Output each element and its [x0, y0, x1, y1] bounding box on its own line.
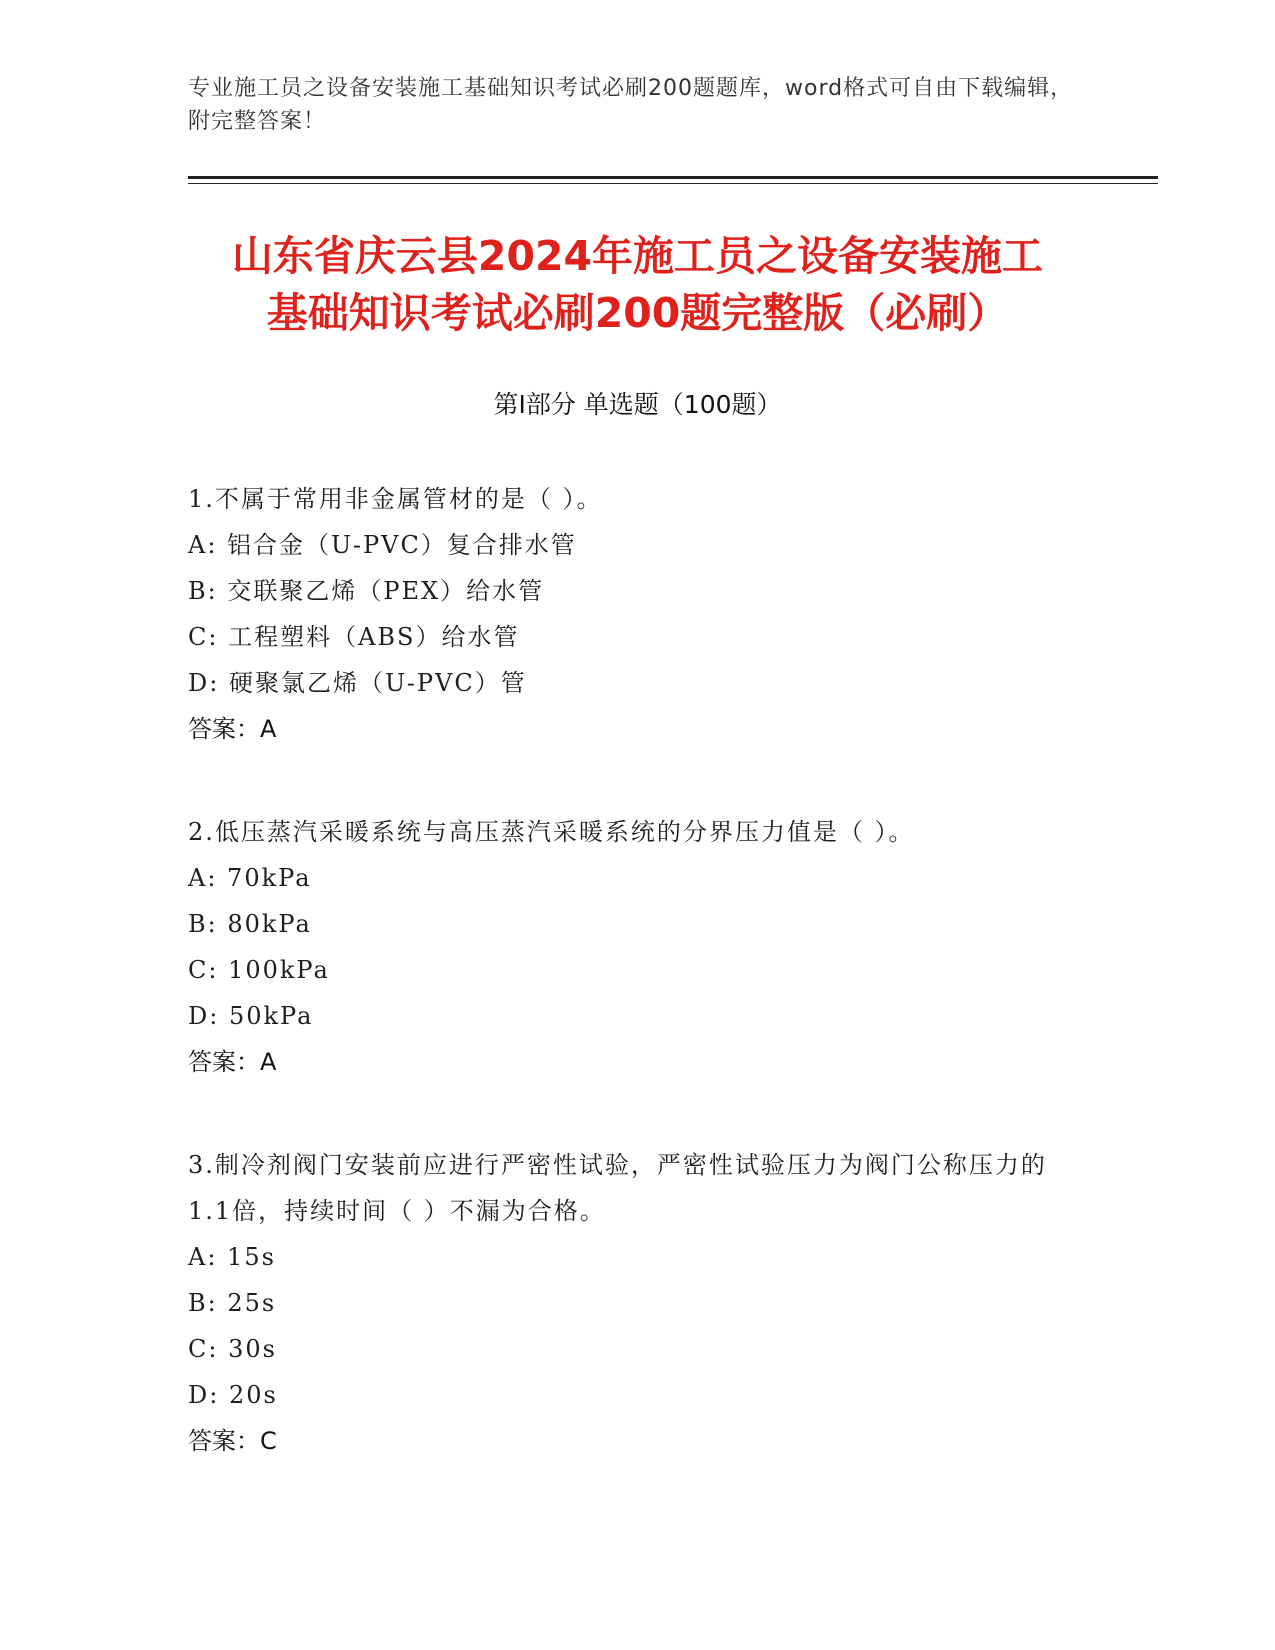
title-line-1: 山东省庆云县2024年施工员之设备安装施工: [231, 232, 1044, 280]
section-heading: 第Ⅰ部分 单选题（100题）: [493, 390, 782, 419]
option-a: A: 70kPa: [188, 864, 312, 892]
question-list: [188, 476, 1068, 1521]
option-d: D: 20s: [188, 1381, 278, 1409]
answer-line: 答案：C: [188, 1427, 277, 1455]
question-3: [188, 1142, 1068, 1464]
header-note: 专业施工员之设备安装施工基础知识考试必刷200题题库，word格式可自由下载编辑，附完整答案！: [188, 76, 1074, 134]
option-d: D: 50kPa: [188, 1002, 314, 1030]
question-stem: 2.低压蒸汽采暖系统与高压蒸汽采暖系统的分界压力值是（ ）。: [188, 818, 915, 846]
option-c: C: 100kPa: [188, 956, 330, 984]
title-line-2: 基础知识考试必刷200题完整版（必刷）: [266, 289, 1009, 337]
option-c: C: 工程塑料（ABS）给水管: [188, 623, 520, 651]
answer-line: 答案：A: [188, 715, 277, 743]
question-stem: 1.不属于常用非金属管材的是（ ）。: [188, 485, 603, 513]
header-divider-thin: [188, 183, 1158, 184]
option-a: A: 15s: [188, 1243, 276, 1271]
option-c: C: 30s: [188, 1335, 277, 1363]
option-d: D: 硬聚氯乙烯（U-PVC）管: [188, 669, 527, 697]
question-2: [188, 809, 1068, 1085]
document-title: [150, 228, 1125, 342]
option-b: B: 80kPa: [188, 910, 312, 938]
header-divider-thick: [188, 176, 1158, 179]
answer-line: 答案：A: [188, 1048, 277, 1076]
question-1: [188, 476, 1068, 752]
option-b: B: 25s: [188, 1289, 277, 1317]
question-stem: 3.制冷剂阀门安装前应进行严密性试验，严密性试验压力为阀门公称压力的1.1倍，持续时间（ ）不漏为合格。: [188, 1151, 1047, 1225]
option-a: A: 铝合金（U-PVC）复合排水管: [188, 531, 577, 559]
option-b: B: 交联聚乙烯（PEX）给水管: [188, 577, 545, 605]
